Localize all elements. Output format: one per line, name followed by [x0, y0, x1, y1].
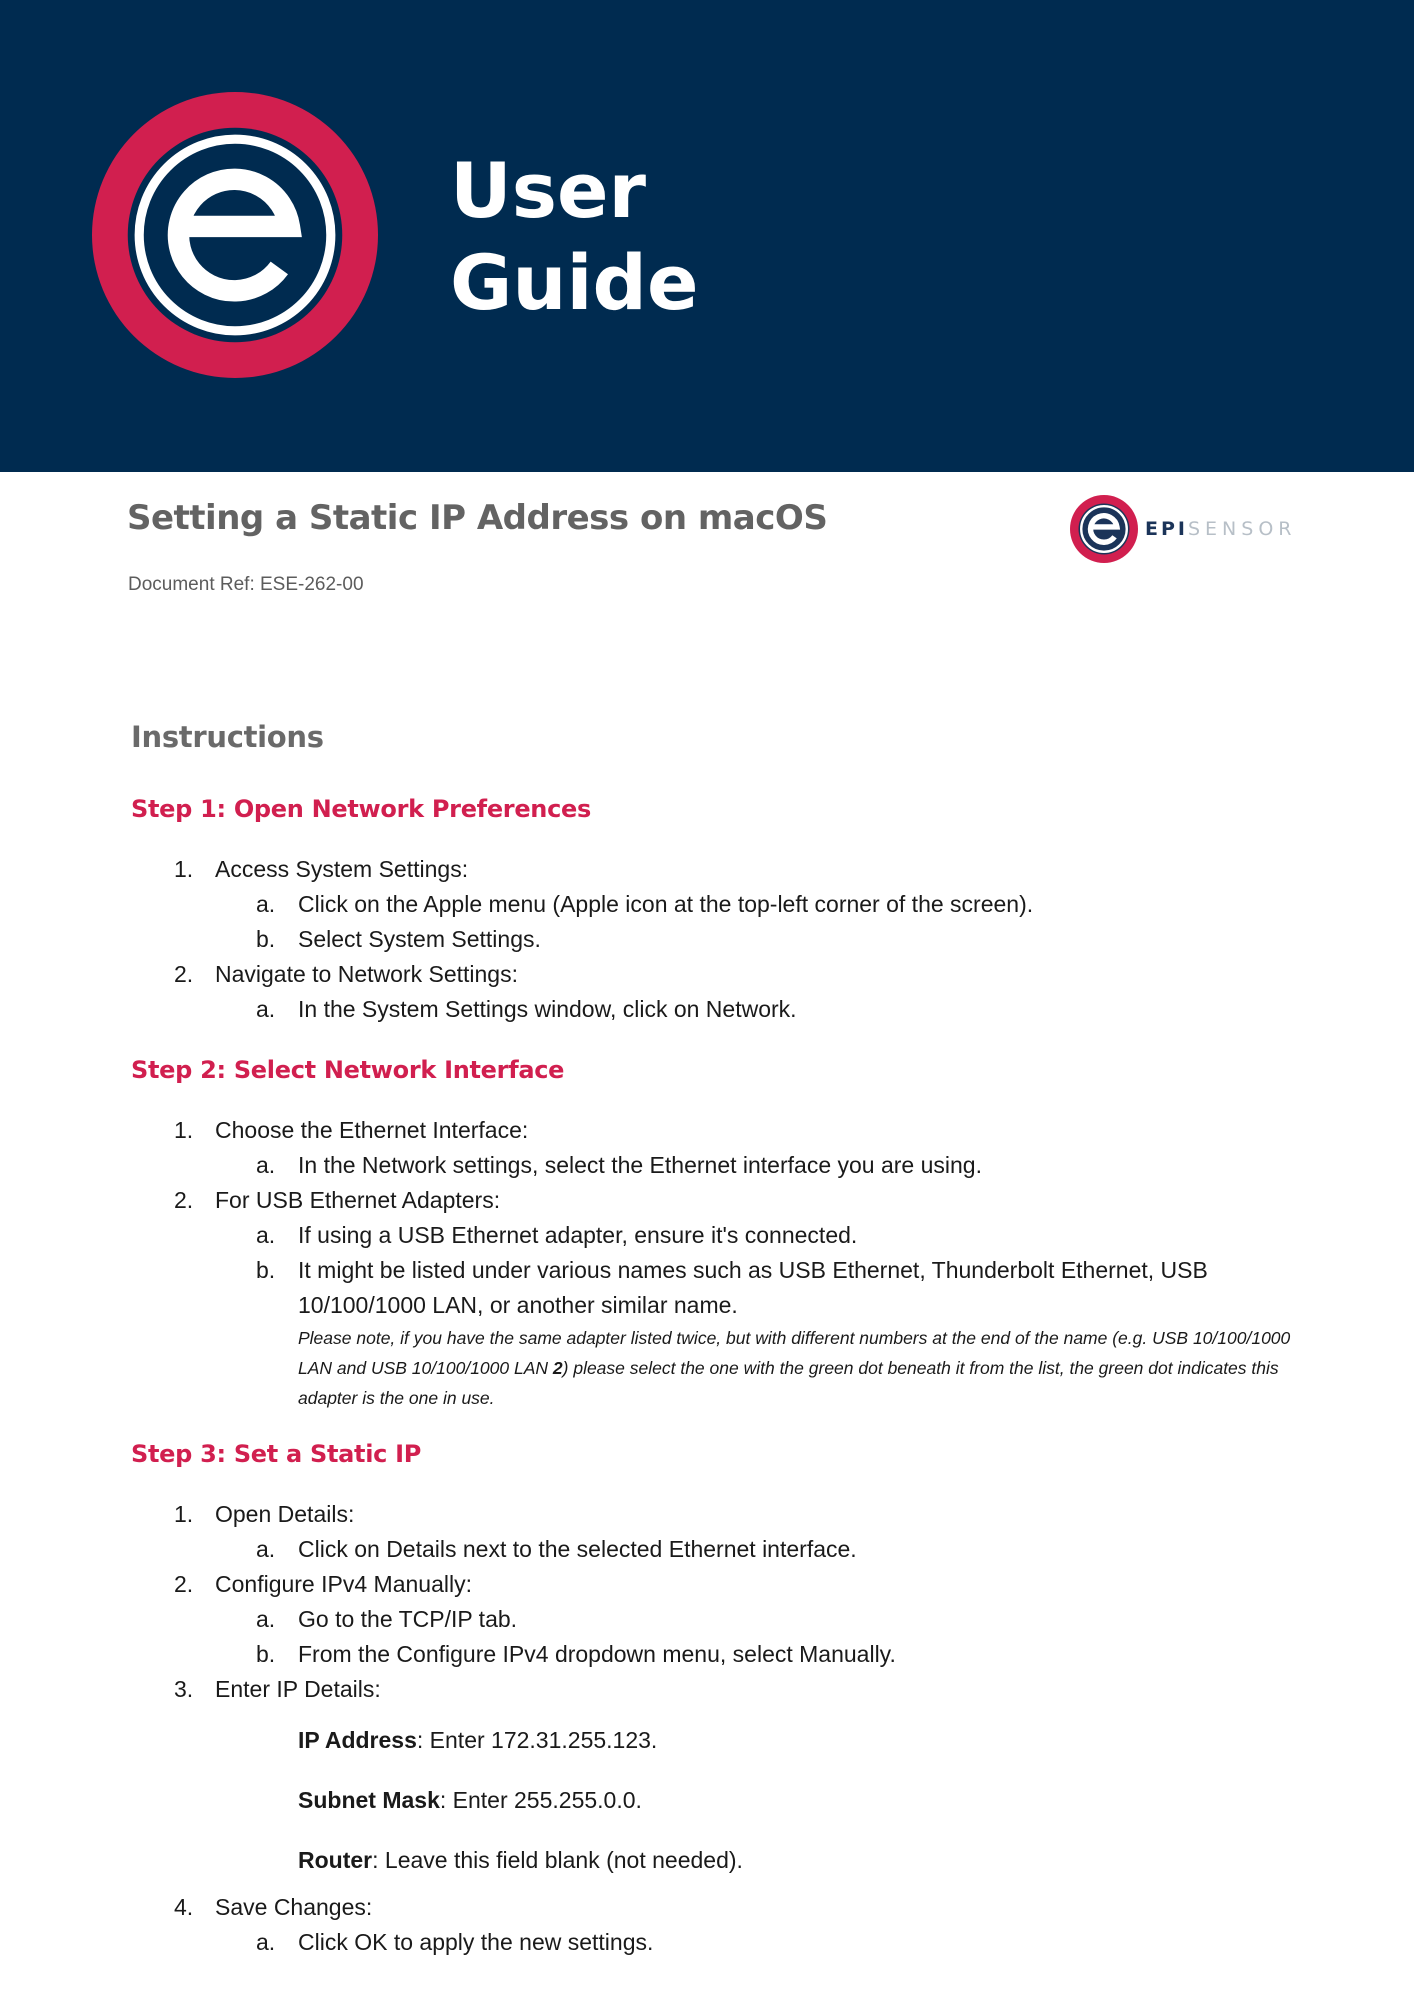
list-item [131, 1113, 1331, 1183]
sub-item-letter: b. [256, 926, 276, 952]
list-item [131, 1890, 1331, 1960]
item-number: 1. [174, 1117, 194, 1143]
field-value: : Enter 172.31.255.123. [416, 1727, 658, 1753]
header-banner [0, 0, 1414, 472]
list-item [131, 1672, 1331, 1890]
sub-item-letter: a. [256, 1536, 276, 1562]
item-text: Open Details: [215, 1501, 355, 1527]
note-text-part-2: ) please select the one with the green dot beneath it from the list, the green dot indicates this adapter is the one in use. [298, 1358, 1279, 1408]
sub-list [215, 887, 1331, 957]
sub-item-letter: a. [256, 891, 276, 917]
sub-item-letter: a. [256, 1222, 276, 1248]
field-label: Subnet Mask [298, 1787, 440, 1813]
item-number: 4. [174, 1894, 194, 1920]
step-1-list [131, 852, 1331, 1027]
note-text-part-1: Please note, if you have the same adapter listed twice, but with different numbers at the end of the name (e.g. USB 10/100/1000 LAN and USB 10/100/1000 LAN [298, 1328, 1291, 1378]
router-field [298, 1843, 1331, 1878]
list-item [131, 852, 1331, 957]
note-text-bold: 2 [552, 1358, 563, 1378]
brand-name [1145, 518, 1296, 540]
sub-item [215, 1602, 1331, 1637]
sub-item-text: Go to the TCP/IP tab. [298, 1606, 518, 1632]
item-number: 2. [174, 961, 194, 987]
list-item [131, 957, 1331, 1027]
sub-item-letter: b. [256, 1257, 276, 1283]
step-2-title: Step 2: Select Network Interface [131, 1056, 565, 1084]
document-reference: Document Ref: ESE-262-00 [128, 574, 364, 595]
sub-item-text: Click on the Apple menu (Apple icon at the top-left corner of the screen). [298, 891, 1034, 917]
list-item [131, 1183, 1331, 1413]
brand-name-suffix: SENSOR [1187, 518, 1297, 540]
sub-item-text: From the Configure IPv4 dropdown menu, select Manually. [298, 1641, 896, 1667]
sub-item-letter: a. [256, 1152, 276, 1178]
sub-list [215, 1532, 1331, 1567]
sub-item [215, 1637, 1331, 1672]
document-title: Setting a Static IP Address on macOS [127, 498, 828, 538]
sub-item [215, 1532, 1331, 1567]
step-3 [131, 1437, 1331, 1960]
sub-item-letter: a. [256, 1929, 276, 1955]
sub-item-text: Select System Settings. [298, 926, 541, 952]
sub-item-letter: b. [256, 1641, 276, 1667]
sub-item-text: If using a USB Ethernet adapter, ensure it's connected. [298, 1222, 858, 1248]
field-value: : Leave this field blank (not needed). [372, 1847, 743, 1873]
item-text: Save Changes: [215, 1894, 373, 1920]
item-number: 1. [174, 1501, 194, 1527]
sub-list [215, 1602, 1331, 1672]
step-2-list [131, 1113, 1331, 1413]
item-number: 3. [174, 1676, 194, 1702]
episensor-logo-small-icon [1070, 495, 1138, 563]
item-text: Choose the Ethernet Interface: [215, 1117, 529, 1143]
list-item [131, 1497, 1331, 1567]
sub-item [215, 887, 1331, 922]
subnet-mask-field [298, 1783, 1331, 1818]
item-number: 1. [174, 856, 194, 882]
sub-item-text: In the System Settings window, click on Network. [298, 996, 797, 1022]
item-number: 2. [174, 1571, 194, 1597]
banner-title [450, 145, 698, 329]
item-number: 2. [174, 1187, 194, 1213]
sub-list [215, 1925, 1331, 1960]
banner-title-line-2: Guide [450, 238, 699, 327]
step-3-list [131, 1497, 1331, 1960]
banner-title-line-1: User [450, 146, 646, 235]
sub-item-letter: a. [256, 996, 276, 1022]
sub-list [215, 1218, 1331, 1413]
item-text: Configure IPv4 Manually: [215, 1571, 472, 1597]
step-3-title: Step 3: Set a Static IP [131, 1440, 422, 1468]
sub-item-text: Click OK to apply the new settings. [298, 1929, 654, 1955]
sub-item [215, 1218, 1331, 1253]
field-label: Router [298, 1847, 373, 1873]
item-text: Access System Settings: [215, 856, 469, 882]
step-1-title: Step 1: Open Network Preferences [131, 795, 591, 823]
sub-item [215, 922, 1331, 957]
list-item [131, 1567, 1331, 1672]
sub-item [215, 1253, 1331, 1413]
sub-item [215, 1925, 1331, 1960]
sub-list [215, 1148, 1331, 1183]
ip-details-fields [215, 1707, 1331, 1890]
instructions-heading: Instructions [131, 720, 324, 754]
brand-name-prefix: EPI [1145, 518, 1188, 540]
ip-address-field [298, 1723, 1331, 1758]
item-text: Enter IP Details: [215, 1676, 381, 1702]
step-2 [131, 1053, 1331, 1413]
brand-lockup [1070, 495, 1296, 563]
sub-item-letter: a. [256, 1606, 276, 1632]
episensor-logo-icon [92, 92, 378, 378]
sub-item-text: Click on Details next to the selected Ethernet interface. [298, 1536, 857, 1562]
sub-item [215, 1148, 1331, 1183]
sub-list [215, 992, 1331, 1027]
adapter-note [298, 1323, 1331, 1413]
sub-item-text: In the Network settings, select the Ethernet interface you are using. [298, 1152, 982, 1178]
field-value: : Enter 255.255.0.0. [439, 1787, 642, 1813]
item-text: For USB Ethernet Adapters: [215, 1187, 501, 1213]
item-text: Navigate to Network Settings: [215, 961, 518, 987]
step-1 [131, 792, 1331, 1027]
field-label: IP Address [298, 1727, 417, 1753]
sub-item [215, 992, 1331, 1027]
sub-item-text: It might be listed under various names such as USB Ethernet, Thunderbolt Ethernet, USB 10/100/1000 LAN, or another similar name. [298, 1257, 1208, 1318]
